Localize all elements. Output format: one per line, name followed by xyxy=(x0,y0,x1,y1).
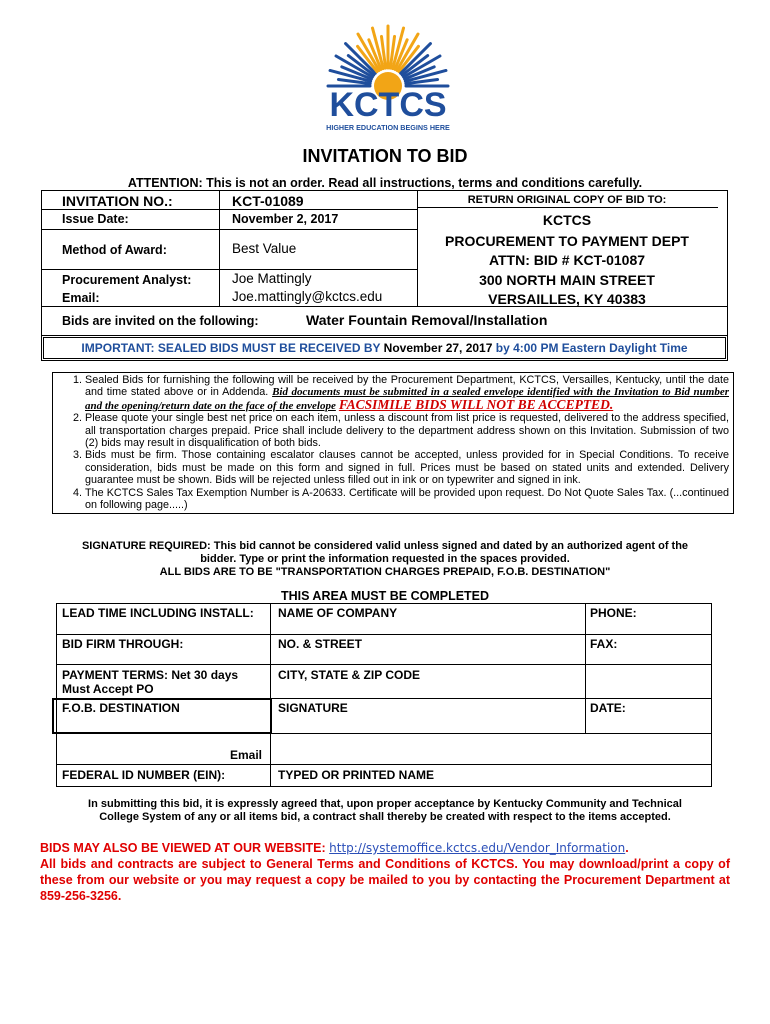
agreement-text: In submitting this bid, it is expressly agreed that, upon proper acceptance by Kentucky Community and Technical College System of any or all items bid, a contract shall thereby be created with respect to the items accepted. xyxy=(88,798,682,823)
signature-notice-line1: SIGNATURE REQUIRED: This bid cannot be considered valid unless signed and dated by an authorized agent of the xyxy=(81,540,689,552)
logo-tagline: HIGHER EDUCATION BEGINS HERE xyxy=(326,123,450,132)
return-to-line4: 300 NORTH MAIN STREET xyxy=(479,272,655,288)
return-to-line2: PROCUREMENT TO PAYMENT DEPT xyxy=(445,233,689,249)
issue-date-label: Issue Date: xyxy=(62,212,129,226)
facsimile-warning: FACSIMILE BIDS WILL NOT BE ACCEPTED. xyxy=(338,396,614,412)
method-of-award-label: Method of Award: xyxy=(62,243,167,257)
important-deadline-banner xyxy=(41,335,728,361)
return-to-line5: VERSAILLES, KY 40383 xyxy=(488,291,646,307)
return-to-line1: KCTCS xyxy=(542,212,592,228)
kctcs-logo xyxy=(308,18,468,136)
typed-name-label: TYPED OR PRINTED NAME xyxy=(278,768,435,782)
website-prefix: BIDS MAY ALSO BE VIEWED AT OUR WEBSITE: xyxy=(40,841,326,855)
attention-notice: ATTENTION: This is not an order. Read all instructions, terms and conditions carefully. xyxy=(127,176,643,190)
term-envelope-emphasis: Bid documents must be submitted in a sealed envelope identified with the Invitation to Bid number and the opening/return date on the face of the envelope xyxy=(85,386,729,412)
bids-invited-value: Water Fountain Removal/Installation xyxy=(306,312,548,328)
procurement-analyst-value: Joe Mattingly xyxy=(232,271,312,286)
lead-time-label: LEAD TIME INCLUDING INSTALL: xyxy=(62,606,254,620)
bid-firm-label: BID FIRM THROUGH: xyxy=(62,637,184,651)
website-notice: BIDS MAY ALSO BE VIEWED AT OUR WEBSITE: http://systemoffice.kctcs.edu/Vendor_Information. All bids and contracts are subject to General Terms and Conditions of KCTCS. You may download/print a copy of these from our website or you may request a copy be mailed to you by contacting the Procurement Department at 859-256-3256. xyxy=(40,841,730,903)
terms-list xyxy=(52,372,734,514)
fob-destination-label: F.O.B. DESTINATION xyxy=(62,701,180,715)
invitation-no-label: INVITATION NO.: xyxy=(62,193,173,209)
issue-date-value: November 2, 2017 xyxy=(232,212,339,226)
date-label: DATE: xyxy=(590,701,626,715)
signature-notice-line2: bidder. Type or print the information requested in the spaces provided. xyxy=(200,553,570,565)
street-label: NO. & STREET xyxy=(278,637,363,651)
logo-wordmark: KCTCS xyxy=(329,86,447,124)
email-field-label: Email xyxy=(229,748,262,762)
procurement-analyst-label: Procurement Analyst: xyxy=(62,273,192,287)
completion-heading: THIS AREA MUST BE COMPLETED xyxy=(280,589,490,603)
city-state-zip-label: CITY, STATE & ZIP CODE xyxy=(278,668,421,682)
company-name-label: NAME OF COMPANY xyxy=(278,606,398,620)
method-of-award-value: Best Value xyxy=(232,241,297,256)
bids-invited-label: Bids are invited on the following: xyxy=(62,314,259,328)
payment-terms-label: PAYMENT TERMS: Net 30 days Must Accept PO xyxy=(62,668,239,696)
email-label: Email: xyxy=(62,291,100,305)
signature-notice-line3: ALL BIDS ARE TO BE "TRANSPORTATION CHARGES PREPAID, F.O.B. DESTINATION" xyxy=(159,566,611,578)
fax-label: FAX: xyxy=(590,637,618,651)
term-item: 2. Please quote your single best net price on each item, unless a discount from list price is requested, delivered to the address specified, all transportation charges prepaid. Price shall include delivery to the department address shown on this Invitation. Submission of two (2) bids may result in disqualification of both bids. xyxy=(85,412,729,449)
website-body: All bids and contracts are subject to General Terms and Conditions of KCTCS. You may download/print a copy of these from our website or you may request a copy be mailed to you by contacting the Procurement Department at 859-256-3256. xyxy=(40,857,730,903)
signature-label: SIGNATURE xyxy=(278,701,348,715)
document-title: INVITATION TO BID xyxy=(302,146,468,166)
return-to-line3: ATTN: BID # KCT-01087 xyxy=(488,252,646,268)
term-item: 4. The KCTCS Sales Tax Exemption Number is A-20633. Certificate will be provided upon request. Do Not Quote Sales Tax. (...continued on following page.....) xyxy=(85,487,729,512)
invitation-no-value: KCT-01089 xyxy=(232,193,304,209)
term-item: 3. Bids must be firm. Those containing escalator clauses cannot be accepted, unless provided for in Special Conditions. To receive consideration, bids must be made on this form and signed in full. Prices must be based on stated units and extended. Delivery guarantee must be shown. Bids will be rejected unless filled out in ink or on typewriter and signed in ink. xyxy=(85,449,729,486)
phone-label: PHONE: xyxy=(590,606,637,620)
return-to-heading: RETURN ORIGINAL COPY OF BID TO: xyxy=(467,194,667,206)
federal-id-label: FEDERAL ID NUMBER (EIN): xyxy=(62,768,226,782)
vendor-info-link[interactable]: http://systemoffice.kctcs.edu/Vendor_Information xyxy=(329,841,626,855)
important-suffix: by 4:00 PM Eastern Daylight Time xyxy=(495,341,688,355)
term-item: 1. Sealed Bids for furnishing the following will be received by the Procurement Department, KCTCS, Versailles, Kentucky, until the date and time stated above or in Addenda. Bid documents must be submitted in a sealed envelope identified with the Invitation to Bid number and the opening/return date on the face of the envelope FACSIMILE BIDS WILL NOT BE ACCEPTED. xyxy=(85,374,729,412)
email-value: Joe.mattingly@kctcs.edu xyxy=(232,289,383,304)
important-date: November 27, 2017 xyxy=(383,341,493,355)
important-prefix: IMPORTANT: SEALED BIDS MUST BE RECEIVED BY xyxy=(81,341,381,355)
